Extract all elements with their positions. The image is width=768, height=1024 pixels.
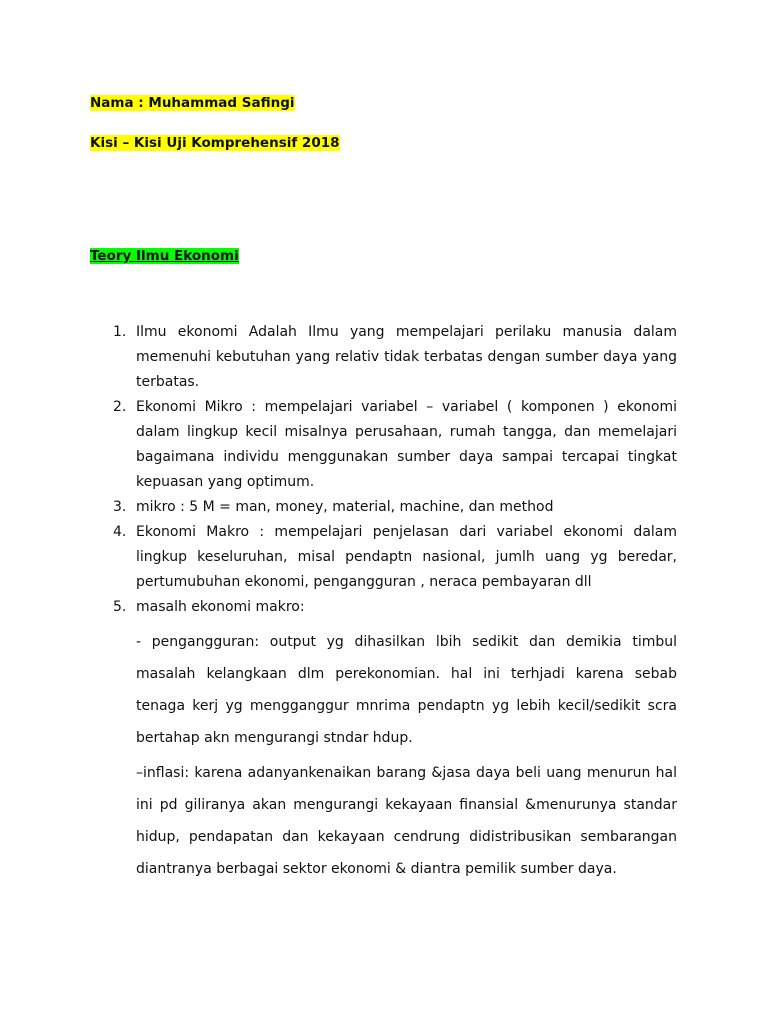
name-heading	[90, 94, 295, 112]
list-item-text: masalh ekonomi makro:	[136, 599, 305, 615]
document-title	[90, 134, 340, 152]
sub-paragraph-inflation: –inflasi: karena adanyankenaikan barang &jasa daya beli uang menurun hal ini pd giliranya akan mengurangi kekayaan finansial &menurunya standar hidup, pendapatan dan kekayaan cendrung didistribusikan sembarangan diantranya berbagai sektor ekonomi & diantra pemilik sumber daya.	[136, 765, 677, 877]
list-item	[113, 395, 677, 495]
section-heading-text: Teory Ilmu Ekonomi	[90, 248, 239, 264]
list-item	[113, 495, 677, 520]
list-item-text: mikro : 5 M = man, money, material, machine, dan method	[136, 499, 554, 515]
list-item	[113, 520, 677, 595]
list-item-number: 2.	[113, 399, 127, 415]
sub-paragraph-unemployment: - pengangguran: output yg dihasilkan lbih sedikit dan demikia timbul masalah kelangkaan dlm perekonomian. hal ini terhjadi karena sebab tenaga kerj yg mengganggur mnrima pendaptn yg lebih kecil/sedikit scra bertahap akn mengurangi stndar hdup.	[136, 634, 677, 746]
list-item-number: 5.	[113, 599, 127, 615]
list-item-text: Ekonomi Mikro : mempelajari variabel – variabel ( komponen ) ekonomi dalam lingkup kecil misalnya perusahaan, rumah tangga, dan memelajari bagaimana individu menggunakan sumber daya sampai tercapai tingkat kepuasan yang optimum.	[136, 399, 677, 490]
numbered-list	[113, 320, 677, 620]
list-item	[113, 320, 677, 395]
name-heading-text: Nama : Muhammad Safingi	[90, 95, 295, 111]
list-item	[113, 595, 677, 620]
section-heading	[90, 247, 239, 265]
list-item-number: 1.	[113, 324, 127, 340]
list-item-text: Ekonomi Makro : mempelajari penjelasan dari variabel ekonomi dalam lingkup keseluruhan, misal pendaptn nasional, jumlh uang yg beredar, pertumubuhan ekonomi, pengangguran , neraca pembayaran dll	[136, 524, 677, 590]
list-item-number: 3.	[113, 499, 127, 515]
document-title-text: Kisi – Kisi Uji Komprehensif 2018	[90, 135, 340, 151]
list-item-number: 4.	[113, 524, 127, 540]
list-item-text: Ilmu ekonomi Adalah Ilmu yang mempelajari perilaku manusia dalam memenuhi kebutuhan yang relativ tidak terbatas dengan sumber daya yang terbatas.	[136, 324, 677, 390]
